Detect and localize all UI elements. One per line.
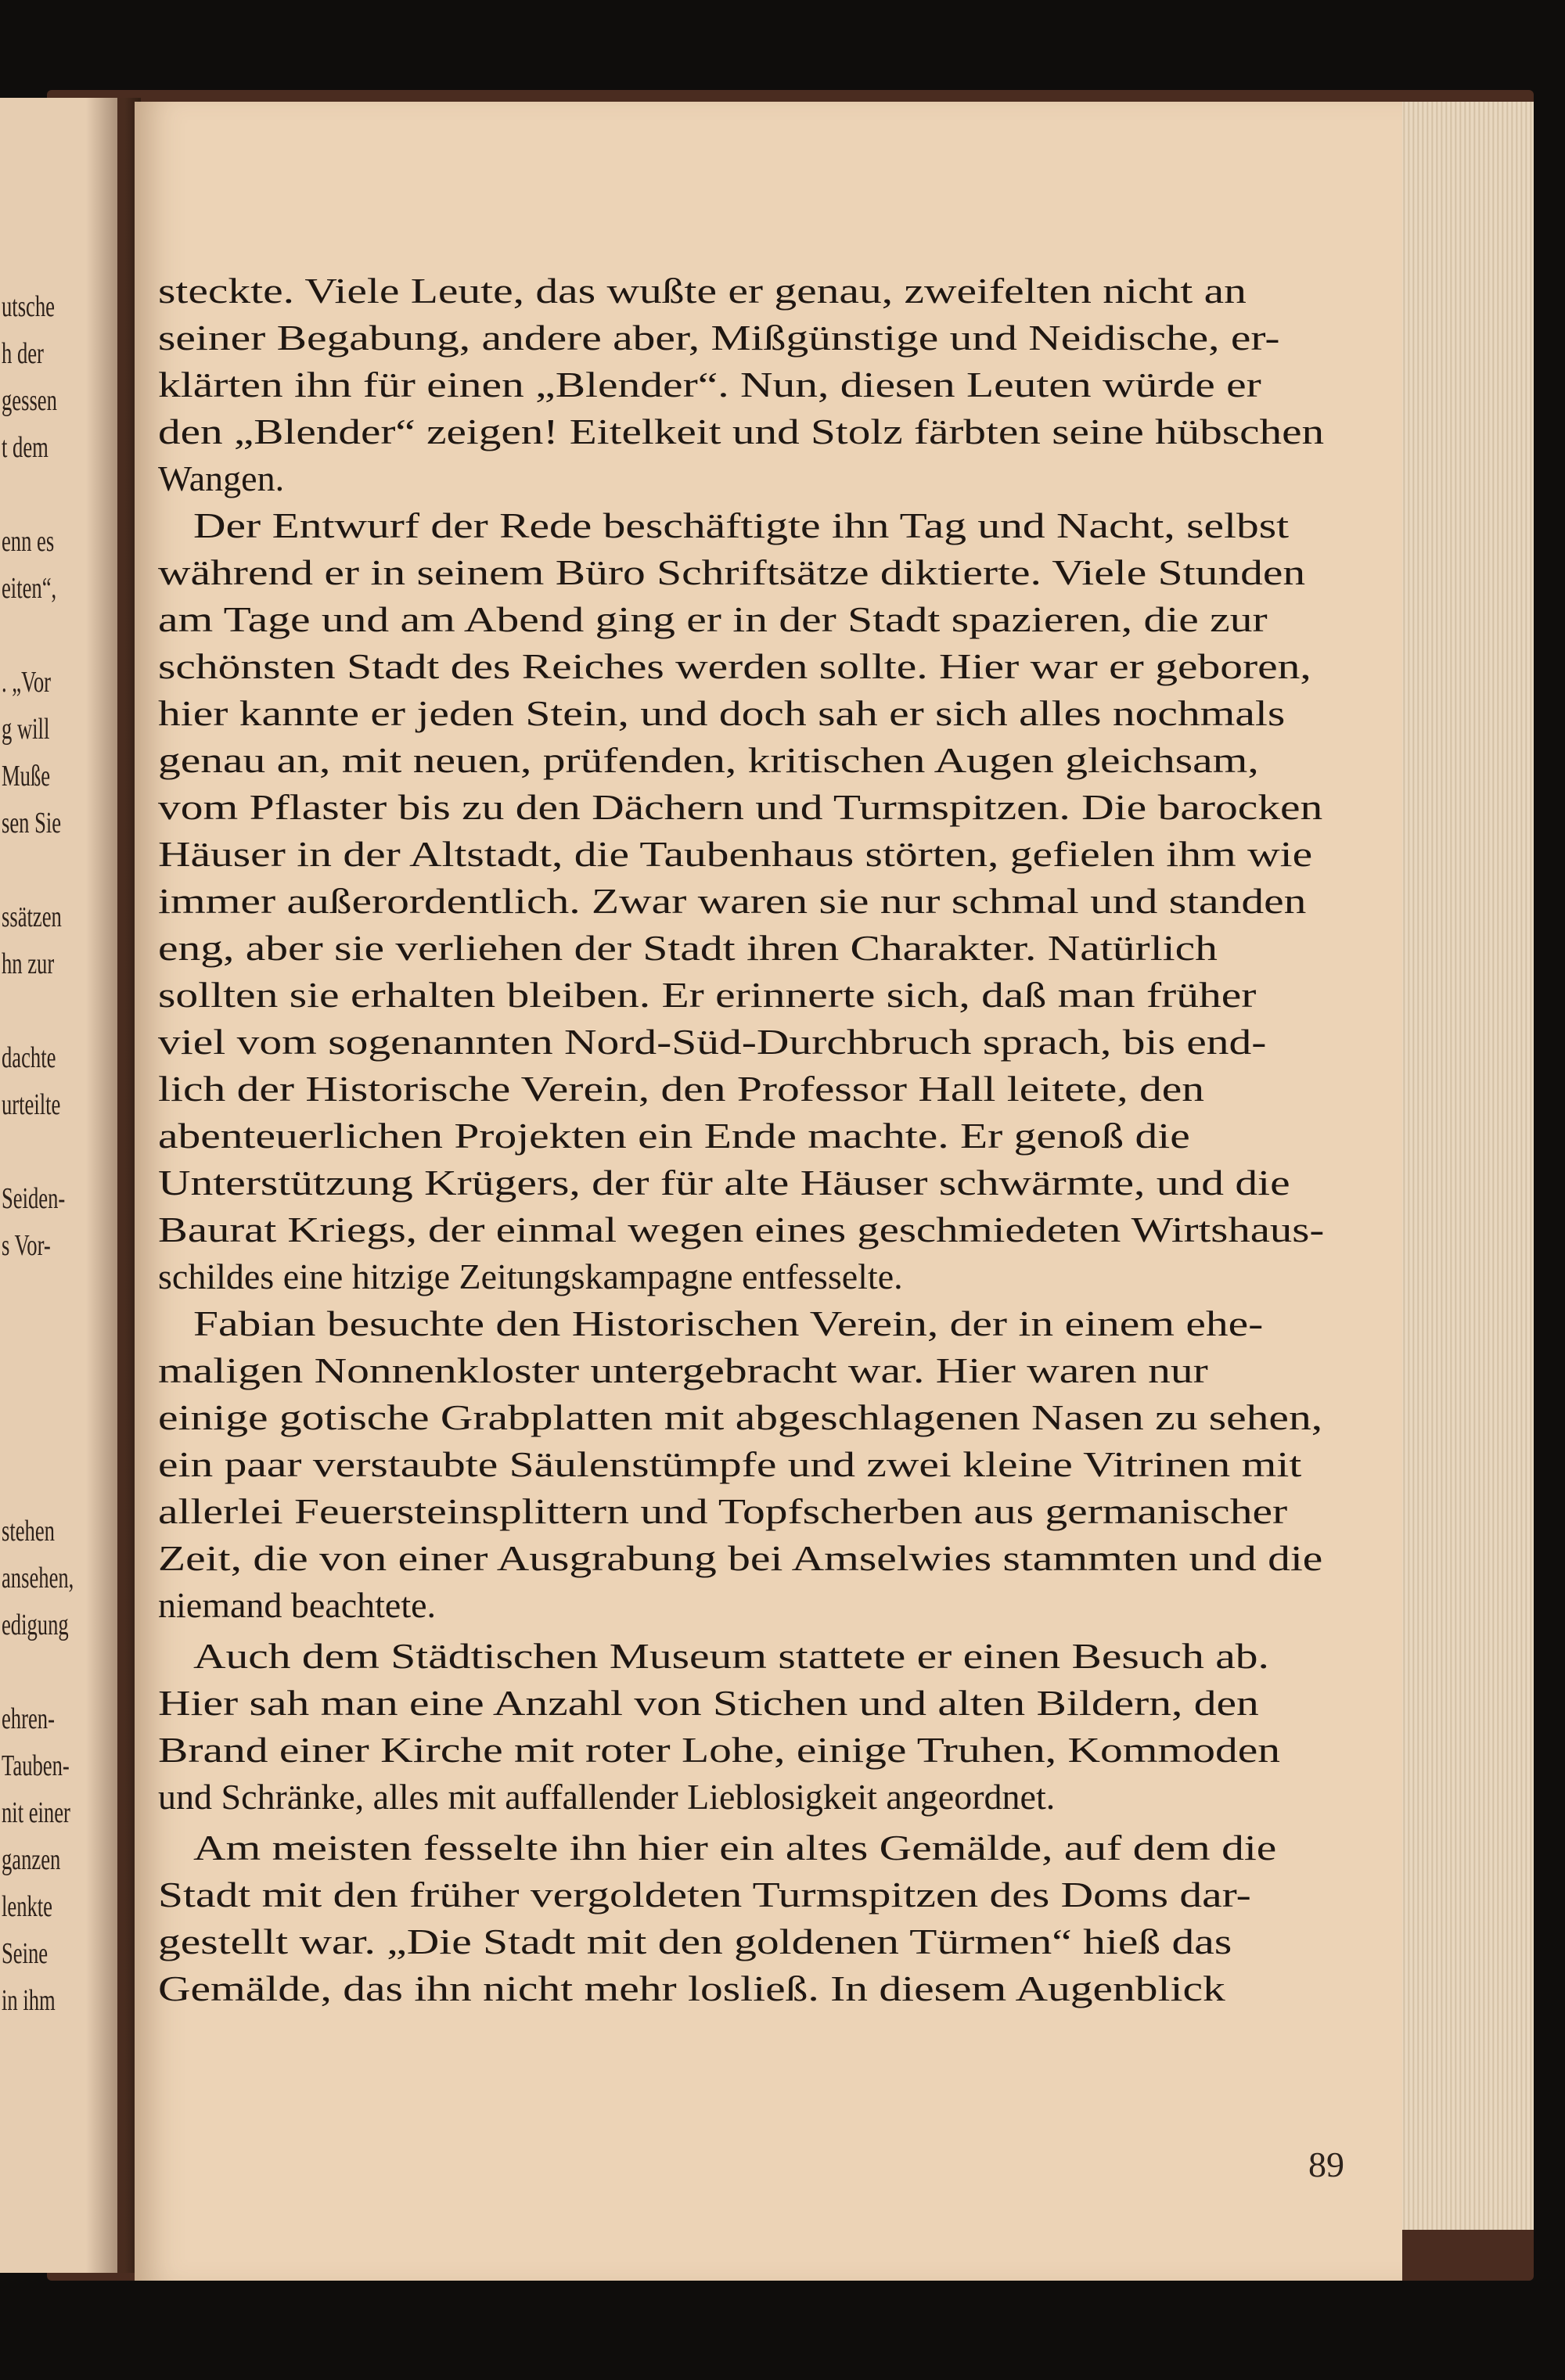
text-line: Brand einer Kirche mit roter Lohe, einige Truhen, Kommoden [158,1730,1280,1770]
text-line: eng, aber sie verliehen der Stadt ihren Charakter. Natürlich [158,928,1218,968]
text-line: Am meisten fesselte ihn hier ein altes Gemälde, auf dem die [193,1828,1277,1868]
left-fragment: h der [2,337,44,370]
text-line: Stadt mit den früher vergoldeten Turmspitzen des Doms dar- [158,1875,1251,1914]
text-line: Baurat Kriegs, der einmal wegen eines geschmiedeten Wirtshaus- [158,1210,1325,1249]
text-line: Gemälde, das ihn nicht mehr losließ. In diesem Augenblick [158,1968,1225,2008]
right-page [135,102,1402,2281]
text-line: steckte. Viele Leute, das wußte er genau, zweifelten nicht an [158,271,1247,311]
text-line: abenteuerlichen Projekten ein Ende machte. Er genoß die [158,1116,1190,1156]
left-fragment: hn zur [2,947,55,980]
text-line: klärten ihn für einen „Blender“. Nun, diesen Leuten würde er [158,365,1261,404]
text-line: den „Blender“ zeigen! Eitelkeit und Stolz färbten seine hübschen [158,412,1325,451]
left-fragment: Tauben- [2,1749,70,1782]
left-fragment: Seiden- [2,1182,66,1215]
text-line: immer außerordentlich. Zwar waren sie nur schmal und standen [158,881,1307,921]
text-line: hier kannte er jeden Stein, und doch sah er sich alles nochmals [158,693,1286,733]
text-line: allerlei Feuersteinsplittern und Topfscherben aus germanischer [158,1491,1288,1531]
text-line: Zeit, die von einer Ausgrabung bei Amselwies stammten und die [158,1538,1323,1578]
left-fragment: Seine [2,1937,49,1970]
text-line: Fabian besuchte den Historischen Verein, der in einem ehe- [193,1303,1264,1343]
left-fragment: dachte [2,1041,56,1074]
left-fragment: t dem [2,431,49,464]
text-line: niemand beachtete. [158,1585,437,1625]
text-line: Wangen. [158,458,285,498]
page-number: 89 [1308,2145,1344,2184]
text-line: Häuser in der Altstadt, die Taubenhaus störten, gefielen ihm wie [158,834,1313,874]
text-line: gestellt war. „Die Stadt mit den goldenen Türmen“ hieß das [158,1922,1232,1961]
text-line: ein paar verstaubte Säulenstümpfe und zwei kleine Vitrinen mit [158,1444,1302,1484]
text-line: genau an, mit neuen, prüfenden, kritischen Augen gleichsam, [158,740,1259,780]
text-line: Auch dem Städtischen Museum stattete er einen Besuch ab. [193,1636,1269,1676]
text-line: am Tage und am Abend ging er in der Stadt spazieren, die zur [158,599,1268,639]
left-fragment: ansehen, [2,1562,74,1594]
left-fragment: gessen [2,384,57,417]
text-line: während er in seinem Büro Schriftsätze diktierte. Viele Stunden [158,552,1306,592]
left-fragment: nit einer [2,1796,70,1829]
left-fragment: in ihm [2,1984,56,2017]
text-line: lich der Historische Verein, den Professor Hall leitete, den [158,1069,1205,1109]
left-fragment: ssätzen [2,901,62,933]
left-fragment: s Vor- [2,1229,51,1262]
left-fragment: Muße [2,760,51,793]
text-line: Der Entwurf der Rede beschäftigte ihn Tag und Nacht, selbst [193,505,1290,545]
text-line: Hier sah man eine Anzahl von Stichen und alten Bildern, den [158,1683,1259,1723]
text-line: schönsten Stadt des Reiches werden sollte. Hier war er geboren, [158,646,1311,686]
left-fragment: g will [2,713,50,746]
left-fragment: sen Sie [2,807,62,839]
gutter-shadow [86,98,141,2273]
left-fragment: ganzen [2,1843,61,1876]
left-fragment: eiten“, [2,572,57,605]
left-fragment: . „Vor [2,666,52,699]
left-fragment: utsche [2,290,55,323]
left-fragment: enn es [2,525,55,558]
text-line: viel vom sogenannten Nord-Süd-Durchbruch sprach, bis end- [158,1022,1267,1062]
left-fragment: urteilte [2,1088,61,1121]
text-line: Unterstützung Krügers, der für alte Häuser schwärmte, und die [158,1163,1290,1203]
left-fragment: lenkte [2,1890,53,1923]
text-line: sollten sie erhalten bleiben. Er erinnerte sich, daß man früher [158,975,1257,1015]
left-fragment: stehen [2,1515,55,1548]
left-fragment: ehren- [2,1702,55,1735]
text-line: einige gotische Grabplatten mit abgeschlagenen Nasen zu sehen, [158,1397,1323,1437]
text-line: seiner Begabung, andere aber, Mißgünstige und Neidische, er- [158,318,1280,358]
text-line: schildes eine hitzige Zeitungskampagne entfesselte. [158,1257,903,1296]
text-line: maligen Nonnenkloster untergebracht war. Hier waren nur [158,1350,1208,1390]
text-line: und Schränke, alles mit auffallender Lieblosigkeit angeordnet. [158,1777,1056,1817]
text-line: vom Pflaster bis zu den Dächern und Turmspitzen. Die barocken [158,787,1323,827]
left-fragment: edigung [2,1609,69,1641]
